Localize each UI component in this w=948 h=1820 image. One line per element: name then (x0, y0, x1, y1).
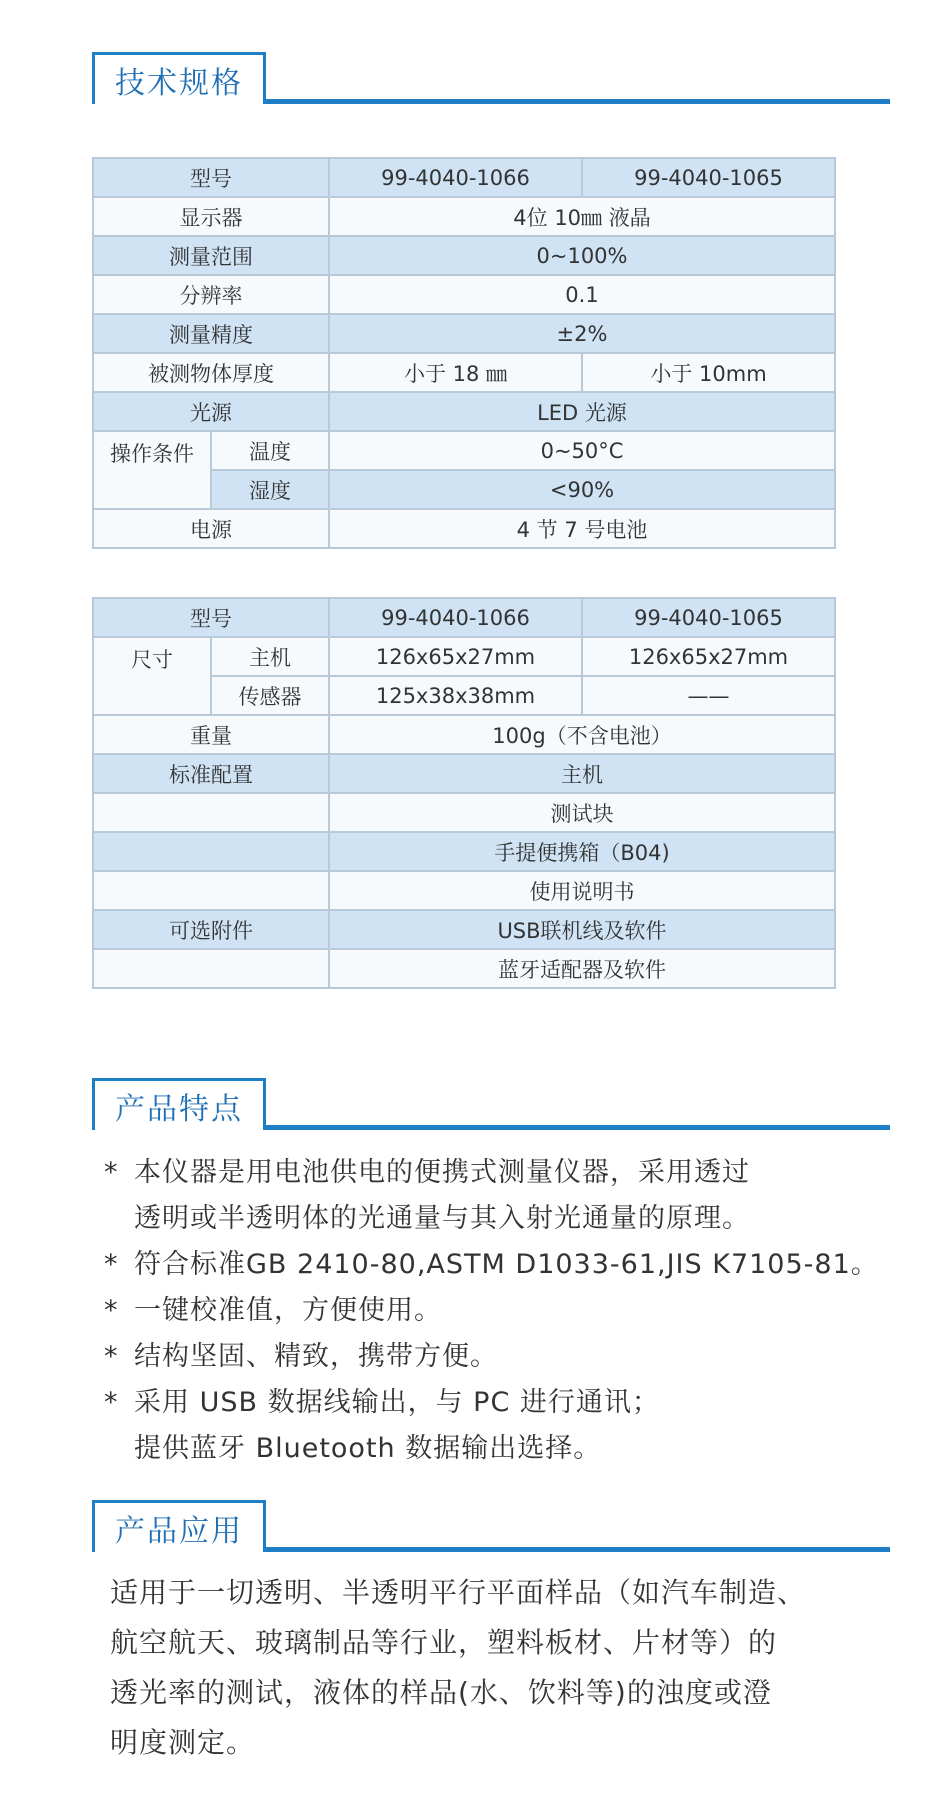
table-row (93, 793, 835, 832)
feature-text (134, 1288, 884, 1334)
table-row (93, 910, 835, 949)
table-row (93, 197, 835, 236)
weight-value: 100g（不含电池） (329, 715, 835, 754)
humidity-value: <90% (329, 470, 835, 509)
light-label: 光源 (93, 392, 329, 431)
accuracy-label: 测量精度 (93, 314, 329, 353)
feature-line: 提供蓝牙 Bluetooth 数据输出选择。 (134, 1433, 602, 1464)
spec-table-1 (92, 157, 836, 549)
temp-label: 温度 (211, 431, 329, 470)
main-unit-label: 主机 (211, 637, 329, 676)
sensor-a: 125x38x38mm (329, 676, 582, 715)
empty-cell (93, 793, 329, 832)
model-b: 99-4040-1065 (582, 598, 835, 637)
feature-line: 透明或半透明体的光通量与其入射光通量的原理。 (134, 1203, 750, 1234)
feature-line: 本仪器是用电池供电的便携式测量仪器，采用透过 (134, 1157, 750, 1188)
specs-section-title: 技术规格 (92, 52, 266, 104)
feature-text (134, 1150, 884, 1242)
standard-item: 使用说明书 (329, 871, 835, 910)
bullet-star: * (104, 1157, 119, 1188)
list-item (104, 1242, 884, 1288)
feature-list (104, 1150, 884, 1472)
application-line: 明度测定。 (110, 1726, 256, 1759)
model-a: 99-4040-1066 (329, 598, 582, 637)
empty-cell (93, 832, 329, 871)
table-row (93, 715, 835, 754)
list-item (104, 1380, 884, 1472)
table-row (93, 754, 835, 793)
table-row (93, 392, 835, 431)
main-unit-a: 126x65x27mm (329, 637, 582, 676)
feature-line: 采用 USB 数据线输出，与 PC 进行通讯； (134, 1387, 660, 1418)
table-row (93, 949, 835, 988)
features-section-title: 产品特点 (92, 1078, 266, 1130)
table-row (93, 832, 835, 871)
list-item (104, 1334, 884, 1380)
optional-item: 蓝牙适配器及软件 (329, 949, 835, 988)
standard-config-label: 标准配置 (93, 754, 329, 793)
range-label: 测量范围 (93, 236, 329, 275)
thickness-b: 小于 10mm (582, 353, 835, 392)
bullet-star: * (104, 1295, 119, 1326)
feature-line: 一键校准值，方便使用。 (134, 1295, 442, 1326)
table-row (93, 314, 835, 353)
main-unit-b: 126x65x27mm (582, 637, 835, 676)
standard-item: 手提便携箱（B04) (329, 832, 835, 871)
conditions-label: 操作条件 (93, 431, 211, 509)
size-label: 尺寸 (93, 637, 211, 715)
model-b: 99-4040-1065 (582, 158, 835, 197)
feature-text (134, 1242, 884, 1288)
power-value: 4 节 7 号电池 (329, 509, 835, 548)
specs-section-header (92, 44, 890, 104)
table-row (93, 637, 835, 676)
table-row (93, 158, 835, 197)
table-row (93, 275, 835, 314)
spec-table-2 (92, 597, 836, 989)
table-row (93, 509, 835, 548)
table-row (93, 431, 835, 470)
table-row (93, 598, 835, 637)
weight-label: 重量 (93, 715, 329, 754)
display-value: 4位 10㎜ 液晶 (329, 197, 835, 236)
feature-text (134, 1380, 884, 1472)
range-value: 0~100% (329, 236, 835, 275)
standard-item: 主机 (329, 754, 835, 793)
feature-line: 结构坚固、精致，携带方便。 (134, 1341, 498, 1372)
bullet-star: * (104, 1387, 119, 1418)
power-label: 电源 (93, 509, 329, 548)
table-row (93, 236, 835, 275)
table-row (93, 871, 835, 910)
application-paragraph (110, 1568, 900, 1768)
optional-item: USB联机线及软件 (329, 910, 835, 949)
accuracy-value: ±2% (329, 314, 835, 353)
list-item (104, 1288, 884, 1334)
resolution-value: 0.1 (329, 275, 835, 314)
empty-cell (93, 949, 329, 988)
applications-section-header (92, 1492, 890, 1552)
model-a: 99-4040-1066 (329, 158, 582, 197)
model-label: 型号 (93, 158, 329, 197)
empty-cell (93, 871, 329, 910)
thickness-label: 被测物体厚度 (93, 353, 329, 392)
list-item (104, 1150, 884, 1242)
standard-item: 测试块 (329, 793, 835, 832)
resolution-label: 分辨率 (93, 275, 329, 314)
humidity-label: 湿度 (211, 470, 329, 509)
feature-line: 符合标准GB 2410-80,ASTM D1033-61,JIS K7105-81。 (134, 1249, 879, 1280)
model-label: 型号 (93, 598, 329, 637)
light-value: LED 光源 (329, 392, 835, 431)
application-line: 透光率的测试，液体的样品(水、饮料等)的浊度或澄 (110, 1676, 772, 1709)
optional-accessories-label: 可选附件 (93, 910, 329, 949)
bullet-star: * (104, 1341, 119, 1372)
sensor-b: —— (582, 676, 835, 715)
feature-text (134, 1334, 884, 1380)
display-label: 显示器 (93, 197, 329, 236)
sensor-label: 传感器 (211, 676, 329, 715)
table-row (93, 353, 835, 392)
features-section-header (92, 1070, 890, 1130)
application-line: 航空航天、玻璃制品等行业，塑料板材、片材等）的 (110, 1626, 778, 1659)
applications-section-title: 产品应用 (92, 1500, 266, 1552)
thickness-a: 小于 18 ㎜ (329, 353, 582, 392)
temp-value: 0~50°C (329, 431, 835, 470)
application-line: 适用于一切透明、半透明平行平面样品（如汽车制造、 (110, 1576, 807, 1609)
bullet-star: * (104, 1249, 119, 1280)
